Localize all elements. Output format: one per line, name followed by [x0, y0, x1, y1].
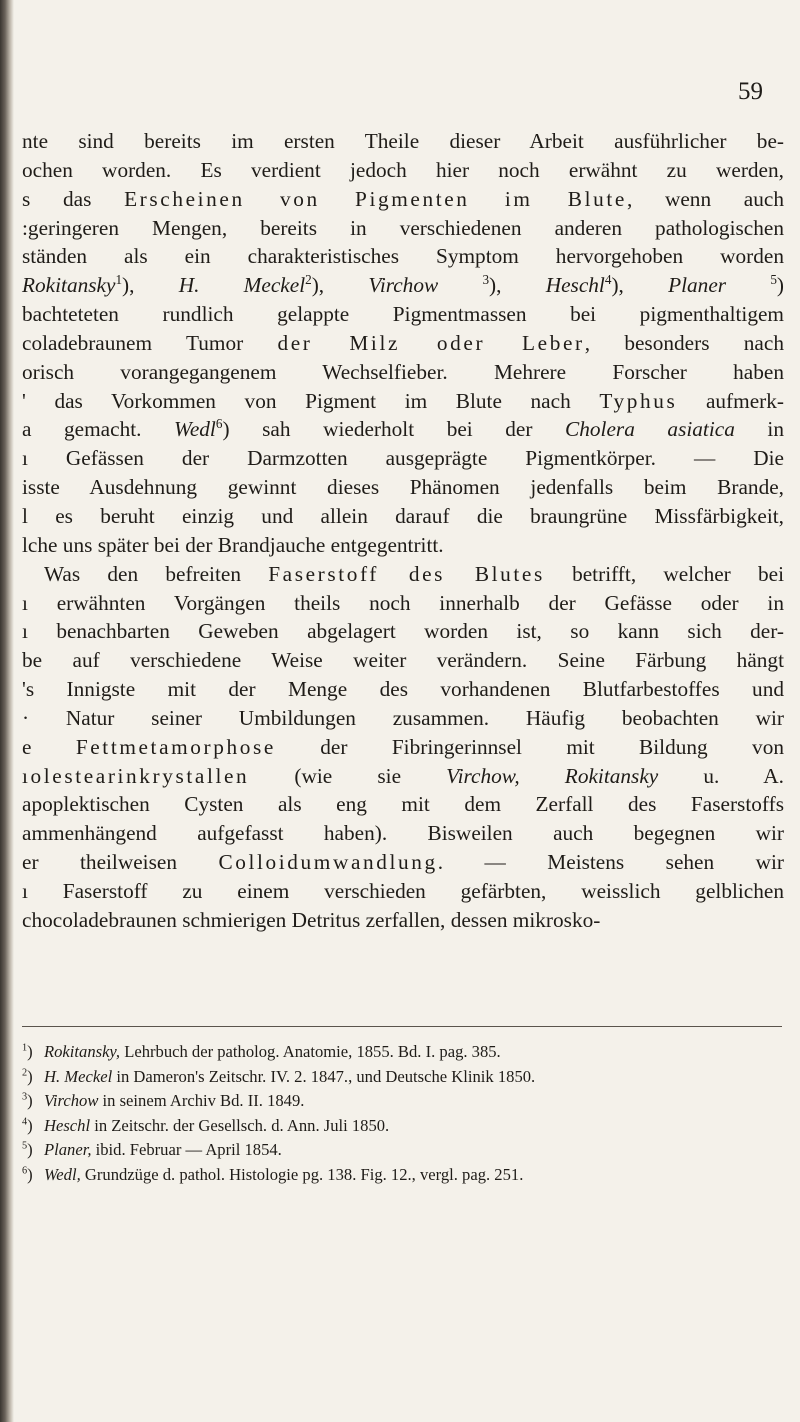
text-line: :geringeren Mengen, bereits in verschiedenen anderen pathologischen: [22, 215, 784, 240]
text-line: ständen als ein charakteristisches Symptom hervorgehoben worden: [22, 244, 784, 269]
text-line: a gemacht. Wedl$^6$) sah wiederholt bei der Cholera asiatica in: [22, 416, 784, 442]
text-line: isste Ausdehnung gewinnt dieses Phänomen jedenfalls beim Brande,: [22, 475, 784, 500]
text-line: er theilweisen Colloidumwandlung. — Meistens sehen wir: [22, 850, 784, 875]
text-line: nte sind bereits im ersten Theile dieser Arbeit ausführlicher be-: [22, 129, 784, 153]
footnote: $^6$) Wedl, Grundzüge d. pathol. Histologie pg. 138. Fig. 12., vergl. pag. 251.: [22, 1163, 782, 1188]
text-line: orisch vorangegangenem Wechselfieber. Mehrere Forscher haben: [22, 359, 784, 384]
text-line: Was den befreiten Faserstoff des Blutes betrifft, welcher bei: [44, 561, 784, 586]
text-line: lche uns später bei der Brandjauche entgegentritt.: [22, 532, 444, 557]
text-line: ammenhängend aufgefasst haben). Bisweilen auch begegnen wir: [22, 821, 784, 846]
footnotes: [22, 1040, 782, 1187]
footnote-number: $^4$): [22, 1115, 33, 1135]
text-line: ' das Vorkommen von Pigment im Blute nach Typhus aufmerk-: [22, 388, 784, 413]
footnote-number: $^5$): [22, 1140, 33, 1159]
text-line: ı benachbarten Geweben abgelagert worden ist, so kann sich der-: [22, 619, 784, 644]
text-line: 's Innigste mit der Menge des vorhandenen Blutfarbestoffes und: [22, 677, 784, 702]
footnote-separator: [22, 1026, 782, 1027]
footnote-number: $^6$): [22, 1164, 33, 1184]
text-line: ı Faserstoff zu einem verschieden gefärbten, weisslich gelblichen: [22, 878, 784, 903]
footnote: $^1$) Rokitansky, Lehrbuch der patholog. Anatomie, 1855. Bd. I. pag. 385.: [22, 1040, 782, 1065]
text-line: · Natur seiner Umbildungen zusammen. Häufig beobachten wir: [22, 705, 784, 730]
text-line: Rokitansky$^1$), H. Meckel$^2$), Virchow $^3$), Heschl$^4$), Planer $^5$): [22, 272, 785, 298]
text-line: s das Erscheinen von Pigmenten im Blute, wenn auch: [22, 186, 784, 211]
text-line: coladebraunem Tumor der Milz oder Leber, besonders nach: [22, 330, 784, 355]
footnote: $^4$) Heschl in Zeitschr. der Gesellsch. d. Ann. Juli 1850.: [22, 1114, 782, 1139]
text-line: l es beruht einzig und allein darauf die braungrüne Missfärbigkeit,: [22, 503, 784, 528]
footnote-number: $^3$): [22, 1091, 33, 1110]
footnote-number: $^2$): [22, 1066, 33, 1086]
text-line: be auf verschiedene Weise weiter verändern. Seine Färbung hängt: [22, 648, 784, 673]
text-line: e Fettmetamorphose der Fibringerinnsel mit Bildung von: [22, 734, 784, 759]
footnote-number: $^1$): [22, 1042, 33, 1061]
page-number: 59: [738, 78, 763, 105]
body-text: [22, 127, 784, 935]
text-line: ı erwähnten Vorgängen theils noch innerhalb der Gefässe oder in: [22, 590, 784, 615]
footnote: $^2$) H. Meckel in Dameron's Zeitschr. IV. 2. 1847., und Deutsche Klinik 1850.: [22, 1065, 782, 1090]
text-line: ıolestearinkrystallen (wie sie Virchow, Rokitansky u. A.: [22, 763, 784, 788]
footnote: $^3$) Virchow in seinem Archiv Bd. II. 1849.: [22, 1089, 782, 1114]
text-line: ı Gefässen der Darmzotten ausgeprägte Pigmentkörper. — Die: [22, 446, 784, 471]
text-line: ochen worden. Es verdient jedoch hier noch erwähnt zu werden,: [22, 157, 784, 182]
footnote: $^5$) Planer, ibid. Februar — April 1854.: [22, 1138, 782, 1163]
text-line: apoplektischen Cysten als eng mit dem Zerfall des Faserstoffs: [22, 792, 784, 817]
text-line: bachteteten rundlich gelappte Pigmentmassen bei pigmenthaltigem: [22, 302, 784, 327]
page-binding-edge: [0, 0, 14, 1422]
text-line: chocoladebraunen schmierigen Detritus zerfallen, dessen mikrosko-: [22, 907, 601, 932]
